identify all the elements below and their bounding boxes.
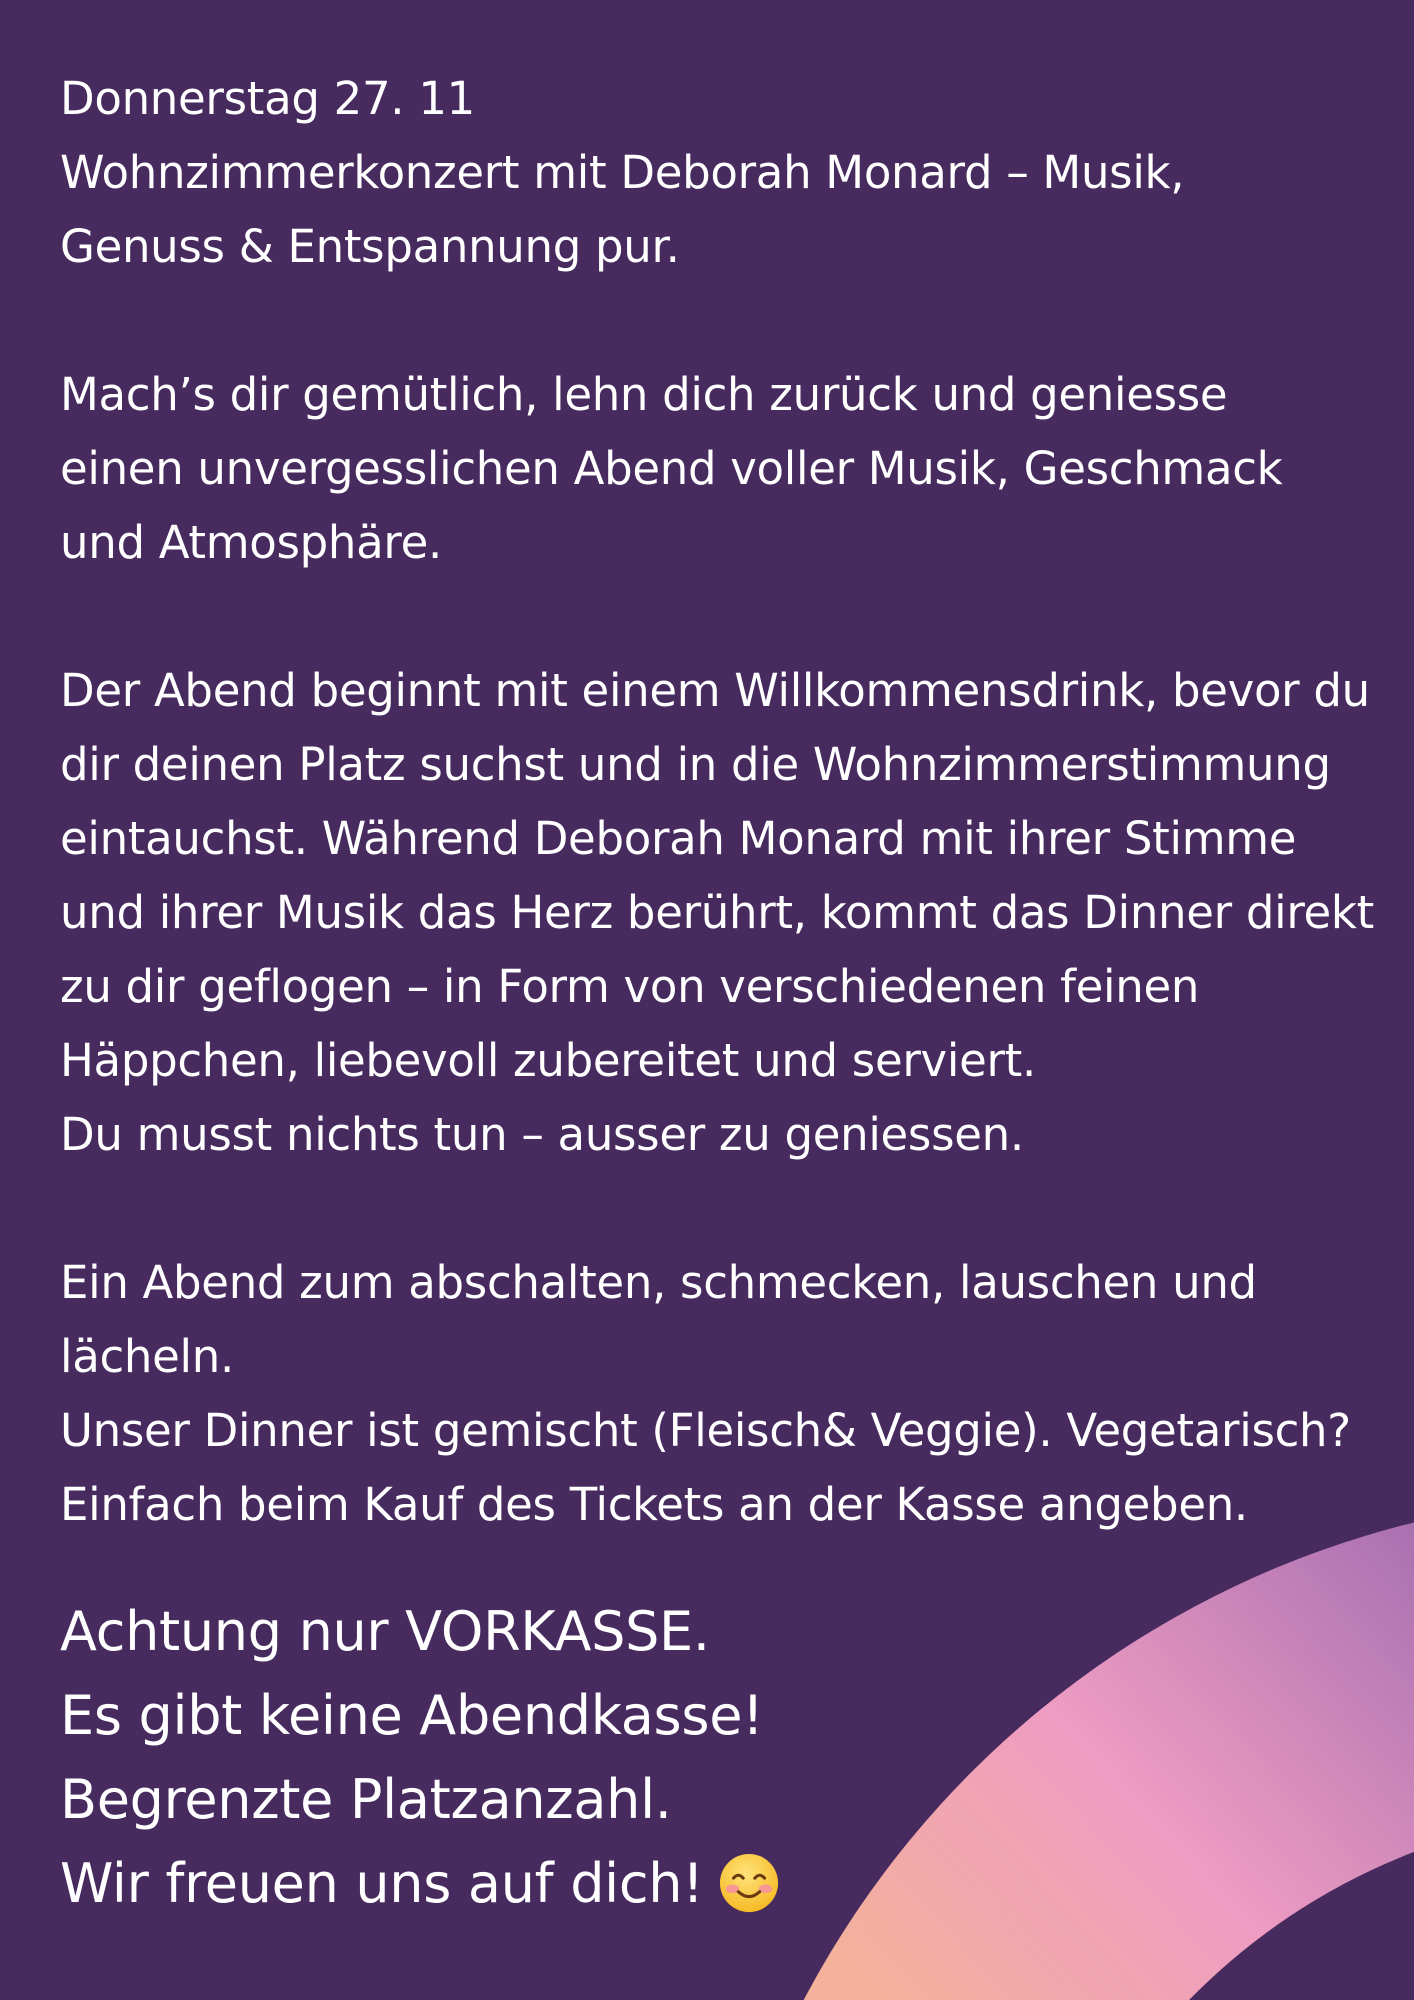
dinner-line: Einfach beim Kauf des Tickets an der Kasse angeben. <box>60 1478 1248 1531</box>
description-paragraph <box>60 654 1400 1172</box>
notice-block <box>60 1590 1400 1926</box>
flyer-text <box>60 62 1400 1926</box>
event-date: Donnerstag 27. 11 <box>60 72 475 125</box>
dinner-line: Ein Abend zum abschalten, schmecken, lauschen und <box>60 1256 1257 1309</box>
intro-paragraph <box>60 358 1400 580</box>
notice-line: Achtung nur VORKASSE. <box>60 1600 710 1663</box>
spacer <box>60 284 1400 358</box>
spacer <box>60 1542 1400 1590</box>
description-line: und ihrer Musik das Herz berührt, kommt das Dinner direkt <box>60 886 1375 939</box>
description-line: Du musst nichts tun – ausser zu geniessen. <box>60 1108 1024 1161</box>
description-line: zu dir geflogen – in Form von verschiedenen feinen <box>60 960 1200 1013</box>
spacer <box>60 580 1400 654</box>
event-title-line: Wohnzimmerkonzert mit Deborah Monard – Musik, <box>60 146 1185 199</box>
intro-line: Mach’s dir gemütlich, lehn dich zurück und geniesse <box>60 368 1228 421</box>
description-line: eintauchst. Während Deborah Monard mit ihrer Stimme <box>60 812 1297 865</box>
intro-line: und Atmosphäre. <box>60 516 443 569</box>
intro-line: einen unvergesslichen Abend voller Musik, Geschmack <box>60 442 1283 495</box>
description-line: Häppchen, liebevoll zubereitet und serviert. <box>60 1034 1037 1087</box>
smiling-face-with-blush-icon <box>718 1852 780 1914</box>
notice-line: Begrenzte Platzanzahl. <box>60 1768 672 1831</box>
spacer <box>60 1172 1400 1246</box>
notice-closing-line <box>60 1842 1400 1926</box>
event-title-line: Genuss & Entspannung pur. <box>60 220 680 273</box>
dinner-line: Unser Dinner ist gemischt (Fleisch& Veggie). Vegetarisch? <box>60 1404 1351 1457</box>
description-line: dir deinen Platz suchst und in die Wohnzimmerstimmung <box>60 738 1331 791</box>
description-line: Der Abend beginnt mit einem Willkommensdrink, bevor du <box>60 664 1370 717</box>
dinner-paragraph <box>60 1246 1400 1542</box>
event-header <box>60 62 1400 284</box>
dinner-line: lächeln. <box>60 1330 234 1383</box>
notice-line: Es gibt keine Abendkasse! <box>60 1684 764 1747</box>
notice-closing-text: Wir freuen uns auf dich! <box>60 1852 704 1915</box>
